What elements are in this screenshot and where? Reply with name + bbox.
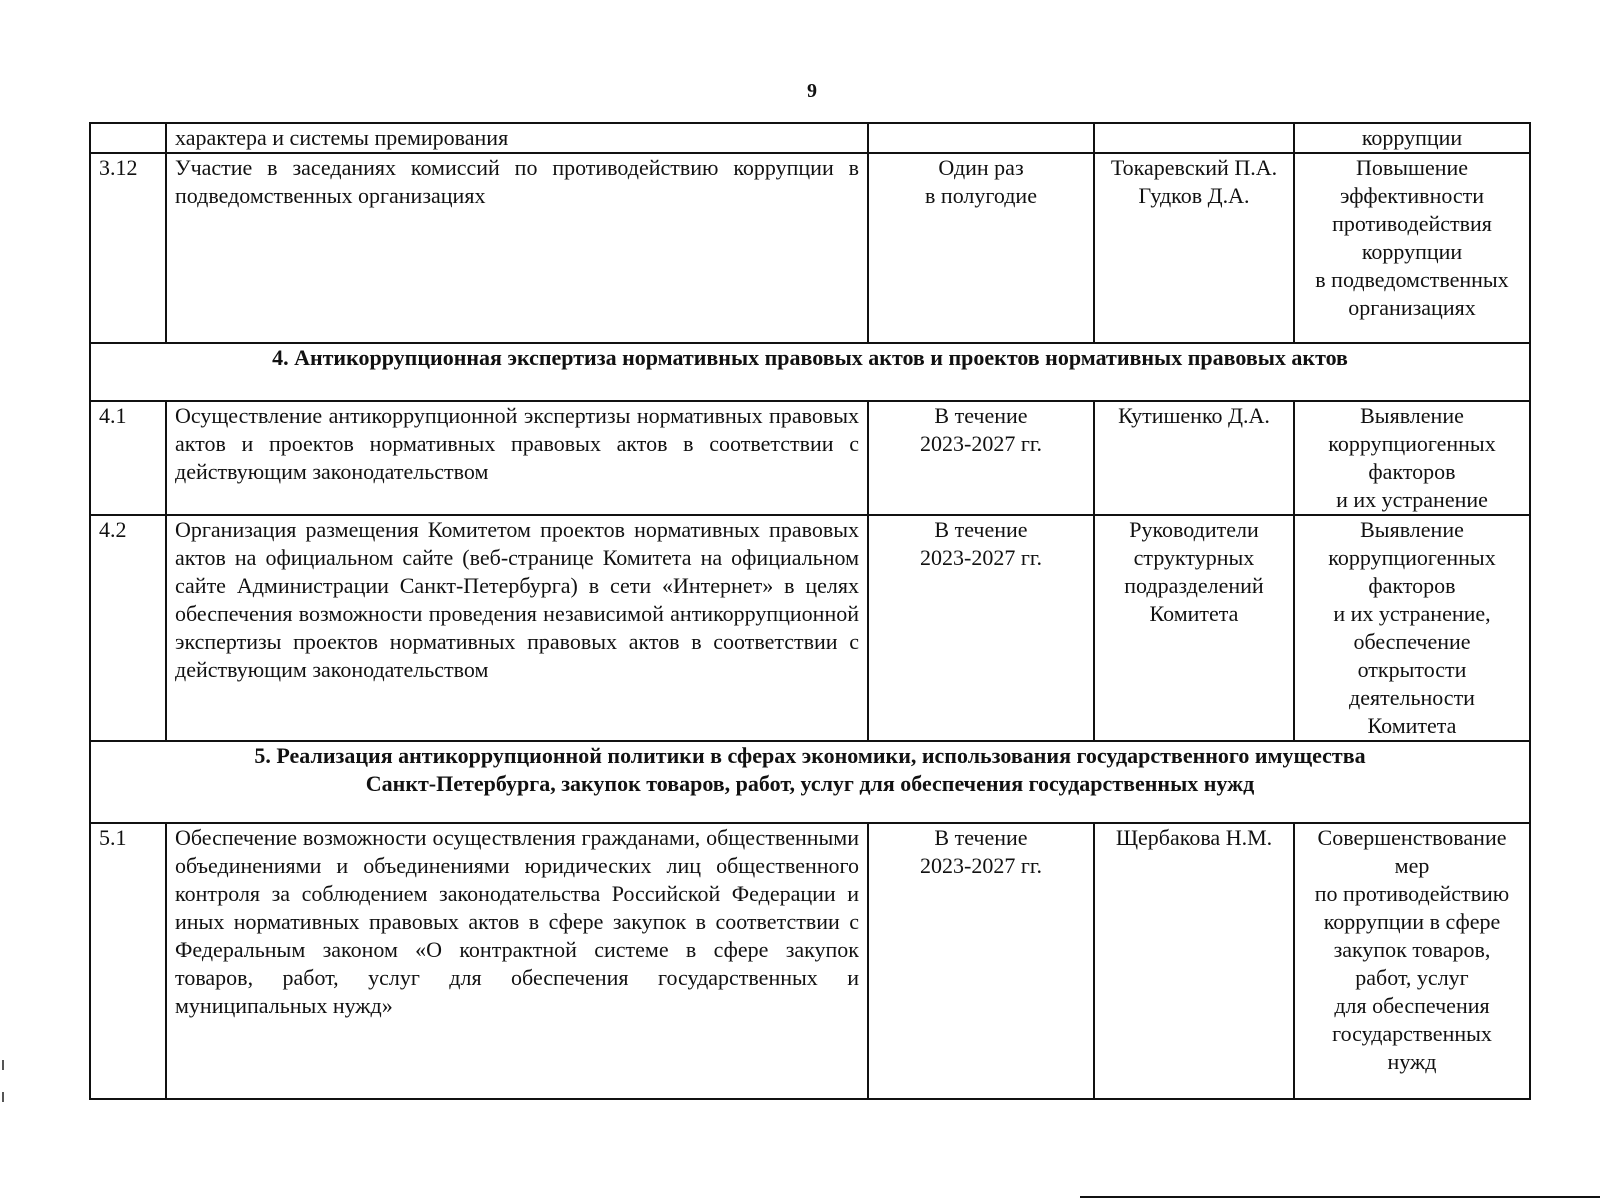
item-number: 4.1 (90, 401, 166, 515)
item-description: Обеспечение возможности осуществления гражданами, общественными объединениями и объединениями юридических лиц общественного контроля за соблюдением законодательства Российской Федерации и иных нормативных правовых актов в сфере закупок в соответствии с Федеральным законом «О контрактной системе в сфере закупок товаров, работ, услуг для обеспечения государственных и муниципальных нужд» (166, 823, 868, 1099)
scan-margin-mark (2, 1092, 4, 1102)
item-term: Один раз в полугодие (868, 153, 1094, 343)
item-responsible: Руководители структурных подразделений Комитета (1094, 515, 1294, 741)
section-row (90, 343, 1530, 401)
item-responsible: Токаревский П.А. Гудков Д.А. (1094, 153, 1294, 343)
table-row (90, 823, 1530, 1099)
item-number (90, 123, 166, 153)
item-description: Участие в заседаниях комиссий по противодействию коррупции в подведомственных организациях (166, 153, 868, 343)
table-row (90, 123, 1530, 153)
item-result: Выявление коррупциогенных факторов и их устранение (1294, 401, 1530, 515)
item-result: коррупции (1294, 123, 1530, 153)
item-result: Совершенствование мер по противодействию коррупции в сфере закупок товаров, работ, услуг для обеспечения государственных нужд (1294, 823, 1530, 1099)
item-result: Повышение эффективности противодействия коррупции в подведомственных организациях (1294, 153, 1530, 343)
bottom-rule (1080, 1196, 1600, 1198)
item-term: В течение 2023-2027 гг. (868, 401, 1094, 515)
item-term: В течение 2023-2027 гг. (868, 823, 1094, 1099)
item-description: Организация размещения Комитетом проектов нормативных правовых актов на официальном сайте (веб-странице Комитета на официальном сайте Администрации Санкт-Петербурга) в сети «Интернет» в целях обеспечения возможности проведения независимой антикоррупционной экспертизы проектов нормативных правовых актов в соответствии с действующим законодательством (166, 515, 868, 741)
item-number: 4.2 (90, 515, 166, 741)
section-heading: 5. Реализация антикоррупционной политики в сферах экономики, использования государственного имущества Санкт-Петербурга, закупок товаров, работ, услуг для обеспечения государственных нужд (90, 741, 1530, 823)
item-number: 3.12 (90, 153, 166, 343)
item-term (868, 123, 1094, 153)
anticorruption-plan-table (89, 122, 1531, 1100)
section-heading: 4. Антикоррупционная экспертиза нормативных правовых актов и проектов нормативных правовых актов (90, 343, 1530, 401)
table-row (90, 401, 1530, 515)
scan-margin-mark (2, 1060, 4, 1070)
item-description: Осуществление антикоррупционной экспертизы нормативных правовых актов и проектов нормативных правовых актов в соответствии с действующим законодательством (166, 401, 868, 515)
item-description: характера и системы премирования (166, 123, 868, 153)
table-row (90, 153, 1530, 343)
item-result: Выявление коррупциогенных факторов и их устранение, обеспечение открытости деятельности Комитета (1294, 515, 1530, 741)
section-row (90, 741, 1530, 823)
table-row (90, 515, 1530, 741)
page-number: 9 (807, 80, 817, 102)
item-number: 5.1 (90, 823, 166, 1099)
item-term: В течение 2023-2027 гг. (868, 515, 1094, 741)
item-responsible: Кутишенко Д.А. (1094, 401, 1294, 515)
item-responsible (1094, 123, 1294, 153)
item-responsible: Щербакова Н.М. (1094, 823, 1294, 1099)
